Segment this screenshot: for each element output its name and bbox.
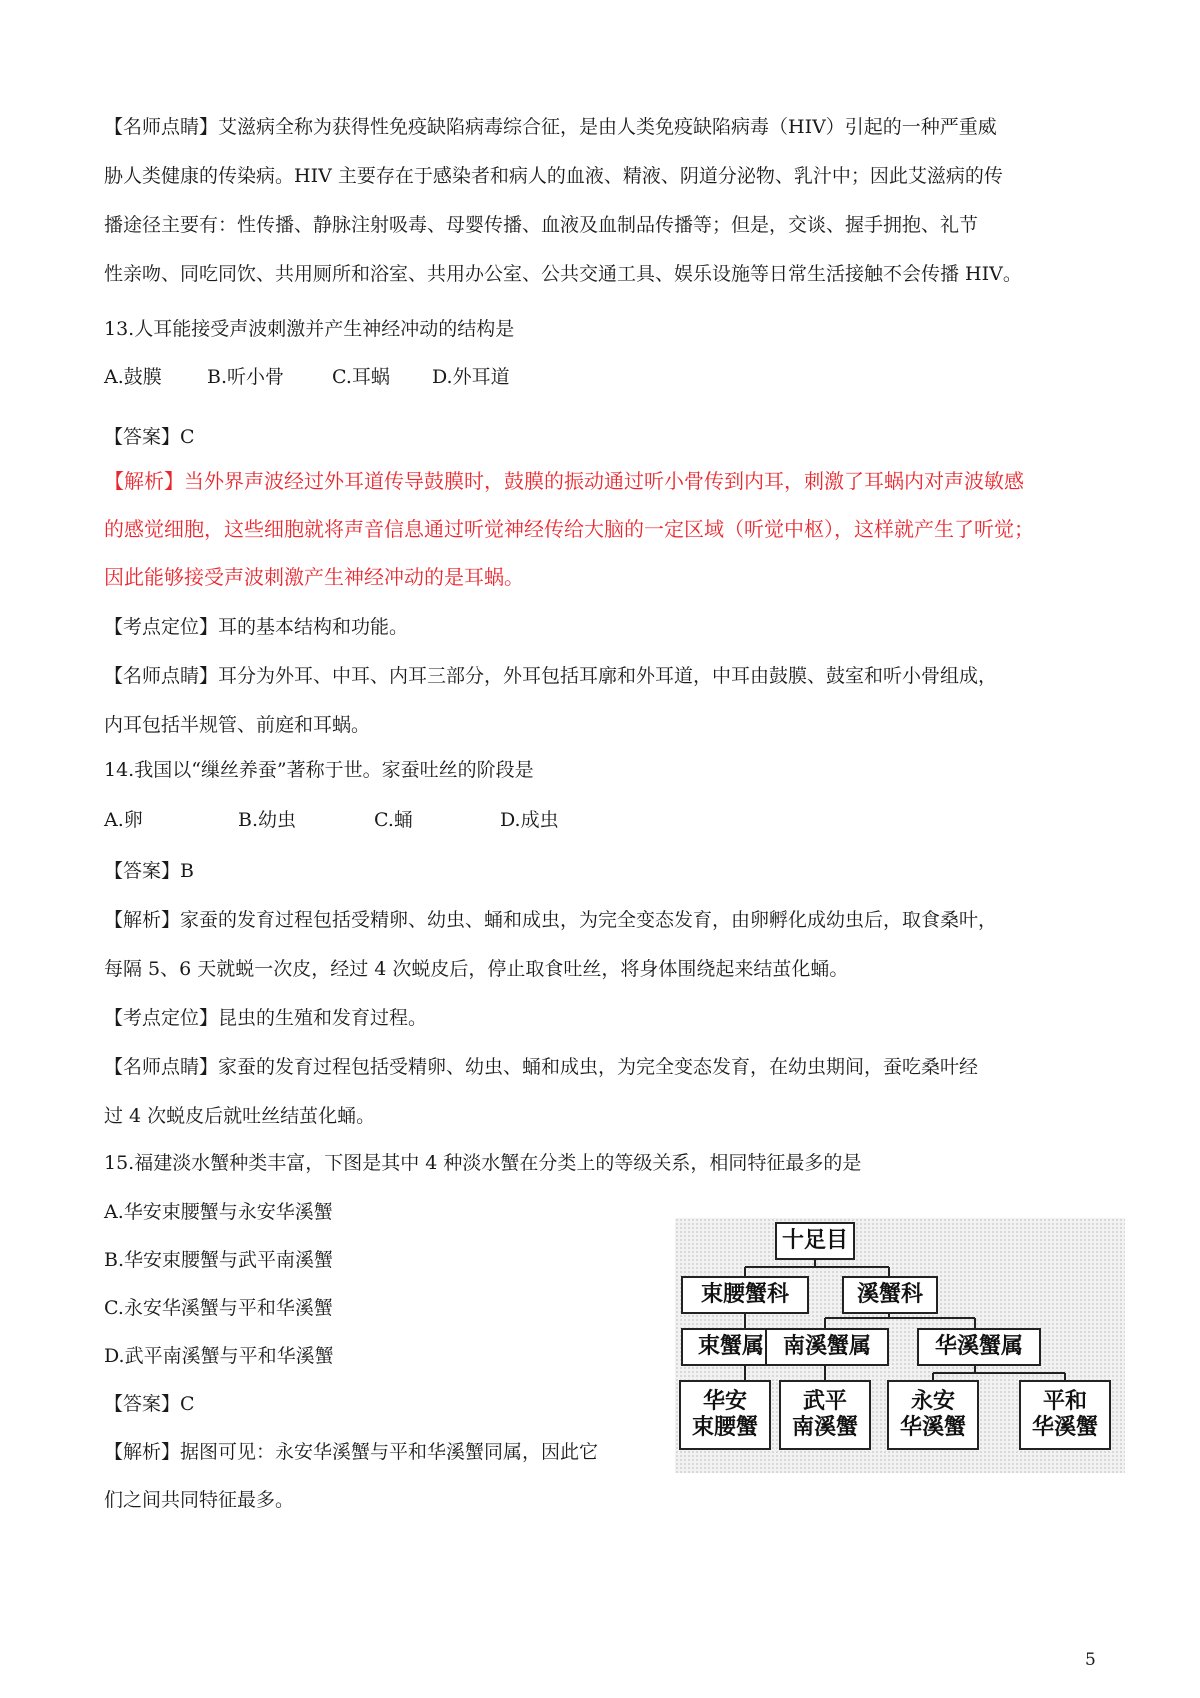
q13-kaodian [104,603,1104,652]
q13-option-d: D.外耳道 [432,366,510,388]
crab-classification-diagram [675,1218,1125,1473]
q14-mingshi [104,1043,1104,1141]
intro-line-3: 播途径主要有：性传播、静脉注射吸毒、母婴传播、血液及血制品传播等；但是，交谈、握手拥抱、礼节 [104,214,979,236]
node-species-3-line-1: 永安 [910,1389,955,1414]
q13-mingshi [104,652,1104,750]
q13-answer-text: 【答案】C [104,426,195,448]
q13-option-c: C.耳蜗 [332,366,390,388]
q13-mingshi-line-1: 【名师点睛】耳分为外耳、中耳、内耳三部分，外耳包括耳廓和外耳道，中耳由鼓膜、鼓室和听小骨组成， [104,665,998,687]
node-family-2 [842,1276,938,1314]
node-species-1 [679,1380,771,1450]
node-species-4-line-1: 平和 [1042,1389,1087,1414]
intro-mingshi-paragraph [104,103,1104,299]
node-genus-1-label: 束蟹属 [697,1334,764,1359]
q14-kaodian [104,994,1104,1043]
q13-analysis-line-3: 因此能够接受声波刺激产生神经冲动的是耳蜗。 [104,565,524,589]
node-species-2 [779,1380,871,1450]
node-species-1-line-1: 华安 [702,1389,747,1414]
q15-answer-text: 【答案】C [104,1393,195,1415]
q13-kaodian-text: 【考点定位】耳的基本结构和功能。 [104,616,409,638]
node-species-2-line-1: 武平 [802,1389,847,1414]
q13-question-text: 13.人耳能接受声波刺激并产生神经冲动的结构是 [104,318,515,340]
node-order-label: 十足目 [781,1228,848,1253]
q14-option-a: A.卵 [104,809,143,831]
node-species-4 [1019,1380,1111,1450]
node-genus-3 [917,1328,1041,1366]
node-genus-2 [765,1328,889,1366]
q15-option-b: B.华安束腰蟹与武平南溪蟹 [104,1249,334,1271]
q13-option-a: A.鼓膜 [104,366,162,388]
node-species-1-line-2: 束腰蟹 [691,1415,758,1440]
q14-question-text: 14.我国以“缫丝养蚕”著称于世。家蚕吐丝的阶段是 [104,759,534,781]
node-species-3-line-2: 华溪蟹 [899,1415,966,1440]
q15-analysis-line-1: 【解析】据图可见：永安华溪蟹与平和华溪蟹同属，因此它 [104,1441,599,1463]
q14-kaodian-text: 【考点定位】昆虫的生殖和发育过程。 [104,1007,428,1029]
q14-analysis-line-1: 【解析】家蚕的发育过程包括受精卵、幼虫、蛹和成虫，为完全变态发育，由卵孵化成幼虫后，取食桑叶， [104,909,998,931]
node-species-2-line-2: 南溪蟹 [791,1415,858,1440]
q13-question [104,305,1104,354]
q14-option-b: B.幼虫 [238,809,297,831]
q14-mingshi-line-1: 【名师点睛】家蚕的发育过程包括受精卵、幼虫、蛹和成虫，为完全变态发育，在幼虫期间，蚕吃桑叶经 [104,1056,979,1078]
q15-question [104,1139,1104,1188]
q15-question-text: 15.福建淡水蟹种类丰富，下图是其中 4 种淡水蟹在分类上的等级关系，相同特征最多的是 [104,1152,862,1174]
intro-line-1: 【名师点睛】艾滋病全称为获得性免疫缺陷病毒综合征，是由人类免疫缺陷病毒（HIV）引起的一种严重威 [104,116,997,138]
q14-answer [104,847,1104,896]
q14-options [104,805,804,835]
q14-option-d: D.成虫 [500,809,559,831]
node-species-3 [887,1380,979,1450]
q14-analysis [104,896,1104,994]
q14-analysis-line-2: 每隔 5、6 天就蜕一次皮，经过 4 次蜕皮后，停止取食吐丝，将身体围绕起来结茧化蛹。 [104,958,849,980]
page-number: 5 [1085,1650,1096,1670]
intro-line-2: 胁人类健康的传染病。HIV 主要存在于感染者和病人的血液、精液、阴道分泌物、乳汁中；因此艾滋病的传 [104,165,1003,187]
q15-option-c: C.永安华溪蟹与平和华溪蟹 [104,1297,333,1319]
node-family-2-label: 溪蟹科 [856,1282,923,1307]
node-genus-2-label: 南溪蟹属 [782,1334,871,1359]
intro-line-4: 性亲吻、同吃同饮、共用厕所和浴室、共用办公室、公共交通工具、娱乐设施等日常生活接触不会传播 HIV。 [104,263,1022,285]
q14-question [104,746,1104,795]
q13-analysis-line-2: 的感觉细胞，这些细胞就将声音信息通过听觉神经传给大脑的一定区域（听觉中枢），这样就产生了听觉； [104,517,1034,541]
q13-analysis-line-1: 【解析】当外界声波经过外耳道传导鼓膜时，鼓膜的振动通过听小骨传到内耳，刺激了耳蜗内对声波敏感 [104,469,1024,493]
q15-options [104,1188,664,1524]
node-species-4-line-2: 华溪蟹 [1031,1415,1098,1440]
q13-mingshi-line-2: 内耳包括半规管、前庭和耳蜗。 [104,714,371,736]
q13-option-b: B.听小骨 [207,366,285,388]
node-order [775,1222,855,1260]
q14-mingshi-line-2: 过 4 次蜕皮后就吐丝结茧化蛹。 [104,1105,376,1127]
q14-option-c: C.蛹 [374,809,413,831]
q13-analysis [104,457,1104,601]
q15-option-d: D.武平南溪蟹与平和华溪蟹 [104,1345,334,1367]
q13-options [104,362,804,392]
node-genus-3-label: 华溪蟹属 [934,1334,1023,1359]
q15-option-a: A.华安束腰蟹与永安华溪蟹 [104,1201,333,1223]
node-family-1-label: 束腰蟹科 [700,1282,789,1307]
q15-analysis-line-2: 们之间共同特征最多。 [104,1489,295,1511]
q14-answer-text: 【答案】B [104,860,194,882]
q13-answer [104,422,1104,452]
node-family-1 [681,1276,809,1314]
